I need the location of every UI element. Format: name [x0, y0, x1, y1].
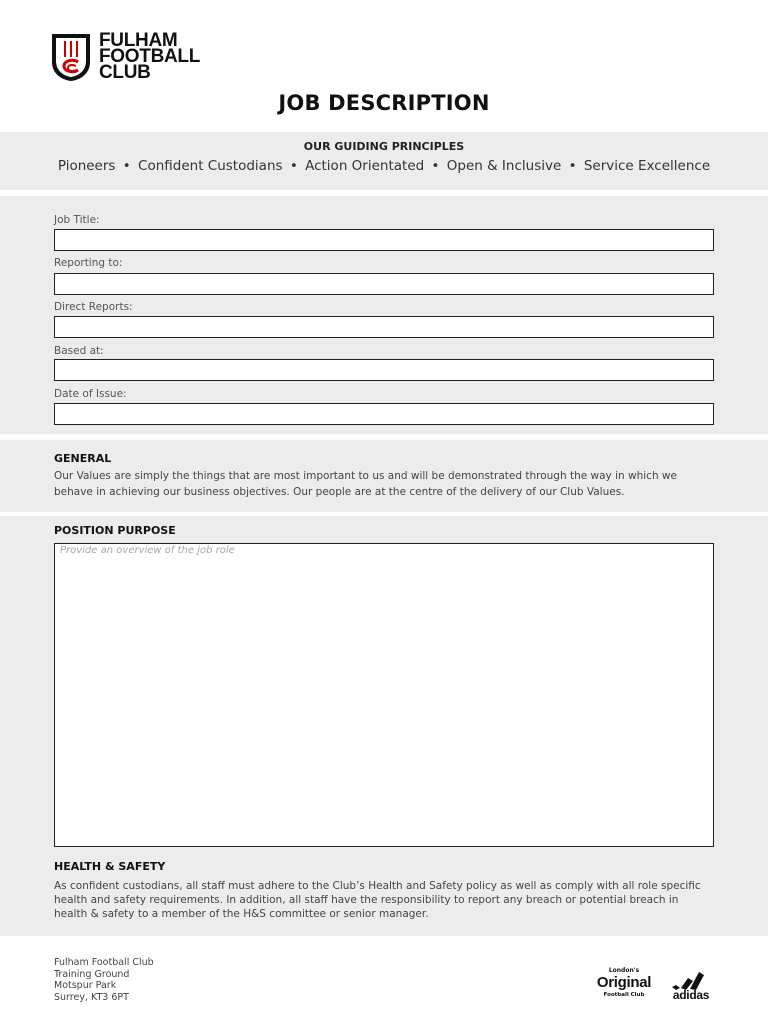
- bullet-separator: •: [431, 158, 440, 174]
- general-text: Our Values are simply the things that are most important to us and will be demonstrated through the way in which we behave in achieving our business objectives. Our people are at the centre of the delivery of our Club Values.: [54, 470, 677, 498]
- position-purpose-textarea[interactable]: [54, 543, 714, 847]
- address-line: Fulham Football Club: [54, 957, 154, 968]
- adidas-wordmark: adidas: [672, 988, 710, 1002]
- principle-item: Open & Inclusive: [446, 158, 562, 174]
- health-safety-text: As confident custodians, all staff must adhere to the Club’s Health and Safety policy as well as comply with all role specific health and safety requirements. In addition, all staff have the responsibility to report any breach or potential breach in health & safety to a member of the H&S committee or senior manager.: [54, 880, 701, 920]
- address-line: Surrey, KT3 6PT: [54, 991, 129, 1003]
- based-at-field[interactable]: [54, 359, 714, 381]
- londons-original-logo-main: Original: [596, 974, 652, 991]
- date-of-issue-label: Date of Issue:: [54, 388, 127, 400]
- club-name-line3: CLUB: [99, 62, 151, 83]
- club-name-line1: FULHAM: [99, 30, 178, 51]
- general-heading: GENERAL: [54, 452, 112, 465]
- reporting-to-field[interactable]: [54, 273, 714, 295]
- bullet-separator: •: [122, 158, 131, 174]
- direct-reports-label: Direct Reports:: [54, 301, 133, 313]
- principle-item: Confident Custodians: [138, 158, 283, 174]
- position-purpose-placeholder: Provide an overview of the job role: [60, 545, 235, 556]
- direct-reports-field[interactable]: [54, 316, 714, 338]
- position-purpose-heading: POSITION PURPOSE: [54, 524, 176, 537]
- job-title-field[interactable]: [54, 229, 714, 251]
- principle-item: Pioneers: [57, 158, 116, 174]
- job-title-label: Job Title:: [54, 214, 100, 226]
- club-wordmark: [99, 30, 201, 83]
- address-line: Training Ground: [54, 968, 130, 980]
- document-title: JOB DESCRIPTION: [278, 91, 490, 115]
- based-at-label: Based at:: [54, 345, 104, 357]
- principles-list: [0, 158, 768, 174]
- health-safety-heading: HEALTH & SAFETY: [54, 860, 166, 873]
- club-address: [54, 957, 154, 1003]
- reporting-to-label: Reporting to:: [54, 257, 123, 269]
- principle-item: Action Orientated: [305, 158, 425, 174]
- bullet-separator: •: [289, 158, 298, 174]
- date-of-issue-field[interactable]: [54, 403, 714, 425]
- club-name-line2: FOOTBALL: [99, 46, 201, 67]
- address-line: Motspur Park: [54, 980, 117, 991]
- bullet-separator: •: [568, 158, 577, 174]
- londons-original-logo-sub: Football Club: [603, 992, 645, 998]
- club-crest-icon: [50, 32, 92, 82]
- principle-item: Service Excellence: [583, 158, 711, 174]
- londons-original-logo-small: London's: [608, 967, 640, 974]
- principles-heading: OUR GUIDING PRINCIPLES: [303, 140, 465, 153]
